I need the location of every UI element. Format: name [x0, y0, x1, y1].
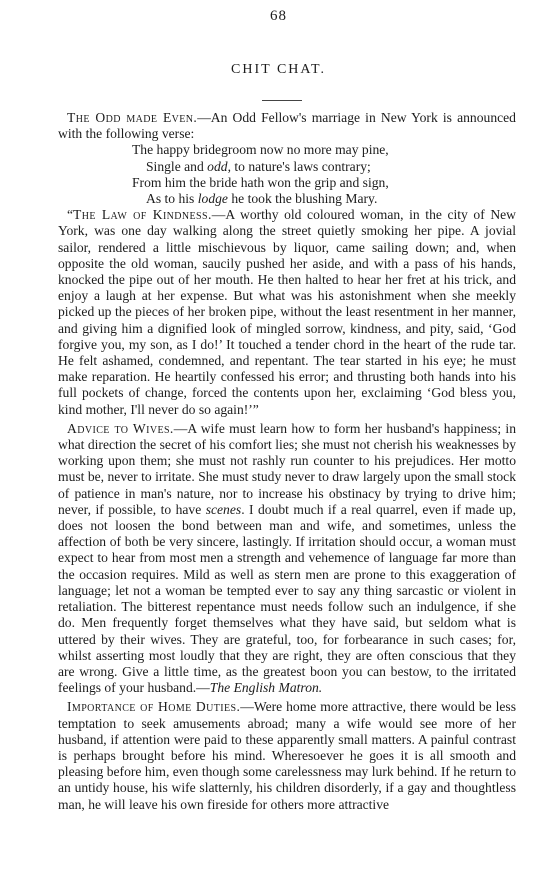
- paragraph-home-duties: [58, 699, 516, 812]
- advice-to-wives-scenes: scenes: [205, 501, 242, 517]
- home-duties-body: —Were home more attractive, there would be less temptation to seek amusements abroad; many a wife would see more of her husband, if attention were paid to these apparently small matters. A painful contrast is perhaps brought before his mind. Wheresoever he goes it is all smooth and pleasing before him, even though some carelessness may lurk behind. If he return to an untidy house, his wife slatternly, his children disorderly, if a gay and thoughtless man, he will leave his own fireside for others more attractive: [58, 699, 517, 812]
- verse-line-4: [58, 191, 516, 207]
- advice-to-wives-body-1: —A wife must learn how to form her husband's happiness; in what direction the secret of his comfort lies; she must not cherish his weaknesses by working upon them; she must not rashly run counter to his prejudices. Her motto must be, never to irritate. She must study never to draw largely upon the small stock of patience in man's nature, nor to increase his obstinacy by trying to drive him; never, if possible, to have: [58, 420, 517, 517]
- section-title-law-of-kindness: The Law of Kindness.: [73, 207, 212, 223]
- law-of-kindness-body: —A worthy old coloured woman, in the city of New York, was one day walking along the street quietly smoking her pipe. A jovial sailor, rendered a little mischievous by liquor, came sailing down; and, when opposite the old woman, saucily pushed her aside, and with a pass of his hands, knocked the pipe out of her mouth. He then halted to hear her fret at his trick, and enjoy a laugh at her expense. But what was his astonishment when she meekly picked up the pieces of her broken pipe, without the least resentment in her manner, and giving him a dignified look of mingled sorrow, kindness, and pity, said, ‘God forgive you, my son, as I do!’ It touched a tender chord in the heart of the rude tar. He felt ashamed, condemned, and repentant. The tear started in his eye; he must make reparation. He heartily confessed his error; and thrusting both hands into his full pockets of change, forced the contents upon her, exclaiming ‘God bless you, kind mother, I'll never do so again!’”: [58, 207, 516, 417]
- heading-rule: [262, 100, 302, 101]
- page-content: [58, 110, 516, 813]
- section-title-odd-made-even: The Odd made Even.: [67, 110, 198, 125]
- verse-line-4-lodge: lodge: [197, 191, 228, 207]
- verse: [58, 142, 516, 207]
- page-number: 68: [270, 8, 287, 24]
- section-title-home-duties: Importance of Home Duties.: [67, 699, 241, 715]
- opening-quote: “: [67, 207, 74, 223]
- advice-to-wives-source: The English Matron.: [209, 680, 323, 696]
- paragraph-odd-made-even: [58, 110, 516, 142]
- verse-line-2-start: Single and: [146, 158, 208, 174]
- verse-line-4-end: he took the blushing Mary.: [227, 191, 378, 207]
- verse-line-2: [58, 159, 516, 175]
- verse-line-2-end: , to nature's laws contrary;: [227, 158, 371, 174]
- paragraph-law-of-kindness: [58, 207, 516, 418]
- paragraph-advice-to-wives: [58, 421, 516, 696]
- section-title-advice-to-wives: Advice to Wives.: [67, 420, 174, 436]
- verse-line-3: From him the bride hath won the grip and sign,: [132, 174, 389, 190]
- verse-line-2-odd: odd: [207, 158, 228, 174]
- verse-line-4-start: As to his: [146, 191, 198, 207]
- verse-line-1: The happy bridegroom now no more may pine,: [132, 142, 389, 158]
- page-heading: CHIT CHAT.: [231, 62, 326, 77]
- advice-to-wives-body-2: . I doubt much if a real quarrel, even if made up, does not loosen the bond between man and wife, and sometimes, unless the affection of both be very sincere, lastingly. If irritation should occur, a woman must expect to hear from most men a strength and vehemence of language far more than the occasion requires. Mild as well as stern men are prone to this exaggeration of language; let not a woman be tempted ever to say any thing sarcastic or violent in retaliation. The bitterest repentance must needs follow such an indulgence, if she do. Men frequently forget themselves what they have said, but seldom what is uttered by their wives. They are grateful, too, for forbearance in such cases; for, whilst asserting most loudly that they are right, they are often conscious that they are wrong. Give a little time, as the greatest boon you can bestow, to the irritated feelings of your husband.—: [58, 501, 517, 696]
- odd-made-even-body: —An Odd Fellow's marriage in New York is announced with the following verse:: [58, 110, 516, 142]
